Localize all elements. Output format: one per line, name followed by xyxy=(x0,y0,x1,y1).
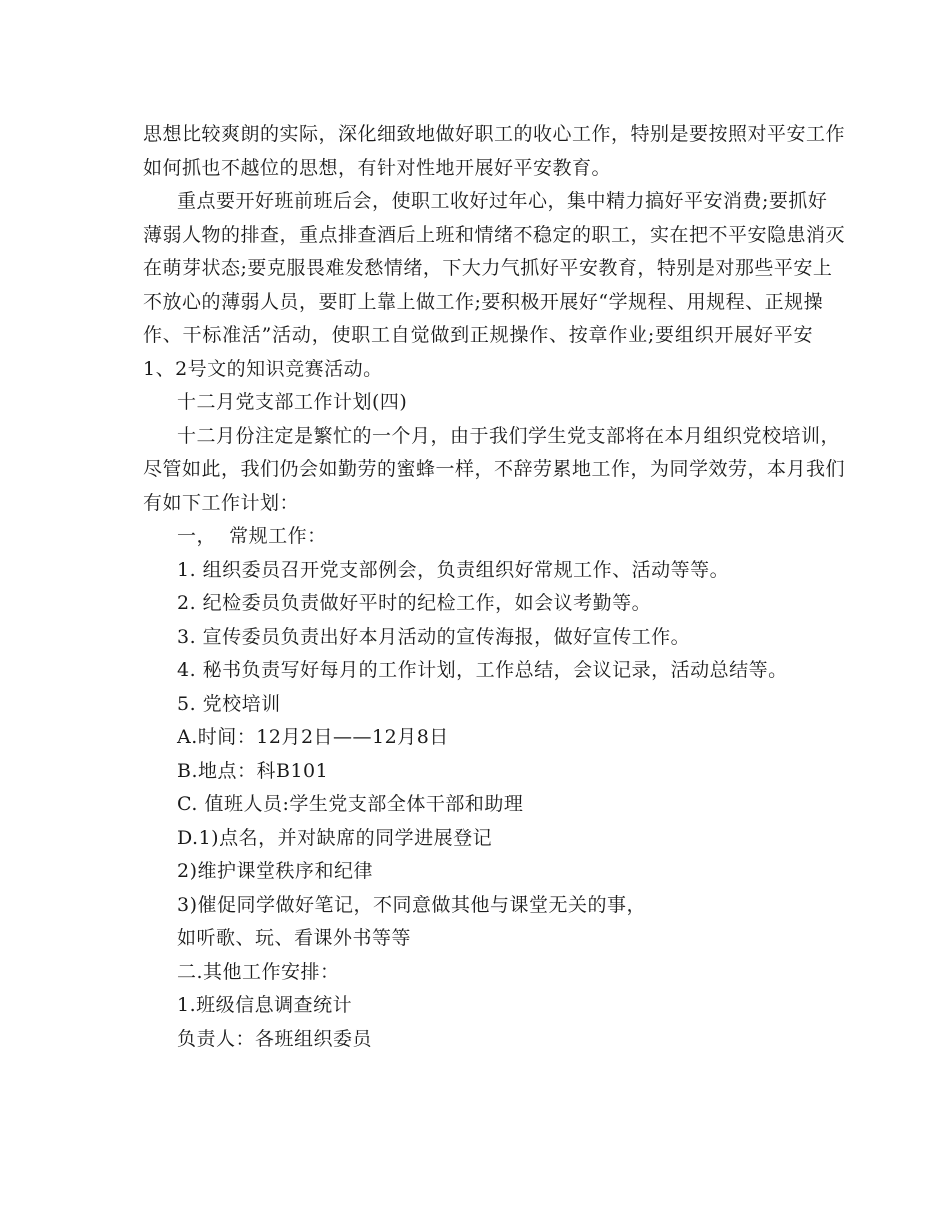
list-item: C. 值班人员:学生党支部全体干部和助理 xyxy=(177,793,524,815)
list-item: B.地点：科B101 xyxy=(177,759,329,782)
paragraph-line: 作、干标准活”活动，使职工自觉做到正规操作、按章作业;要组织开展好平安 xyxy=(143,324,813,346)
list-heading: 一， 常规工作： xyxy=(177,525,327,547)
paragraph-line: 薄弱人物的排查，重点排查酒后上班和情绪不稳定的职工，实在把不平安隐患消灭 xyxy=(143,223,846,246)
list-item: 3)催促同学做好笔记，不同意做其他与课堂无关的事， xyxy=(177,893,647,916)
list-item: 负责人：各班组织委员 xyxy=(177,1027,373,1050)
paragraph-line: 重点要开好班前班后会，使职工收好过年心，集中精力搞好平安消费;要抓好 xyxy=(177,190,828,212)
list-item: 4. 秘书负责写好每月的工作计划，工作总结，会议记录，活动总结等。 xyxy=(177,659,788,681)
section-heading: 十二月党支部工作计划(四) xyxy=(177,391,408,413)
paragraph-line: 如何抓也不越位的思想，有针对性地开展好平安教育。 xyxy=(143,156,612,179)
paragraph-line: 1、2号文的知识竞赛活动。 xyxy=(143,357,383,380)
paragraph-line: 不放心的薄弱人员，要盯上靠上做工作;要积极开展好“学规程、用规程、正规操 xyxy=(143,290,824,313)
paragraph-line: 尽管如此，我们仍会如勤劳的蜜蜂一样，不辞劳累地工作，为同学效劳，本月我们 xyxy=(143,458,846,480)
paragraph-line: 有如下工作计划： xyxy=(143,491,300,514)
list-item: A.时间：12月2日——12月8日 xyxy=(177,726,449,748)
list-item: 5. 党校培训 xyxy=(177,692,281,715)
paragraph-line: 十二月份注定是繁忙的一个月，由于我们学生党支部将在本月组织党校培训， xyxy=(177,424,841,447)
list-item: 2)维护课堂秩序和纪律 xyxy=(177,860,374,882)
paragraph-line: 思想比较爽朗的实际，深化细致地做好职工的收心工作，特别是要按照对平安工作 xyxy=(143,123,846,145)
paragraph-line: 在萌芽状态;要克服畏难发愁情绪，下大力气抓好平安教育，特别是对那些平安上 xyxy=(143,257,833,279)
list-item: 2. 纪检委员负责做好平时的纪检工作，如会议考勤等。 xyxy=(177,592,652,614)
list-item: D.1)点名，并对缺席的同学进展登记 xyxy=(177,826,493,849)
list-item: 1. 组织委员召开党支部例会，负责组织好常规工作、活动等等。 xyxy=(177,558,730,581)
list-item: 3. 宣传委员负责出好本月活动的宣传海报，做好宣传工作。 xyxy=(177,625,691,648)
list-heading: 二.其他工作安排： xyxy=(177,960,340,983)
document-body xyxy=(143,118,846,1056)
list-item: 1.班级信息调查统计 xyxy=(177,994,353,1016)
list-item: 如听歌、玩、看课外书等等 xyxy=(177,927,412,949)
